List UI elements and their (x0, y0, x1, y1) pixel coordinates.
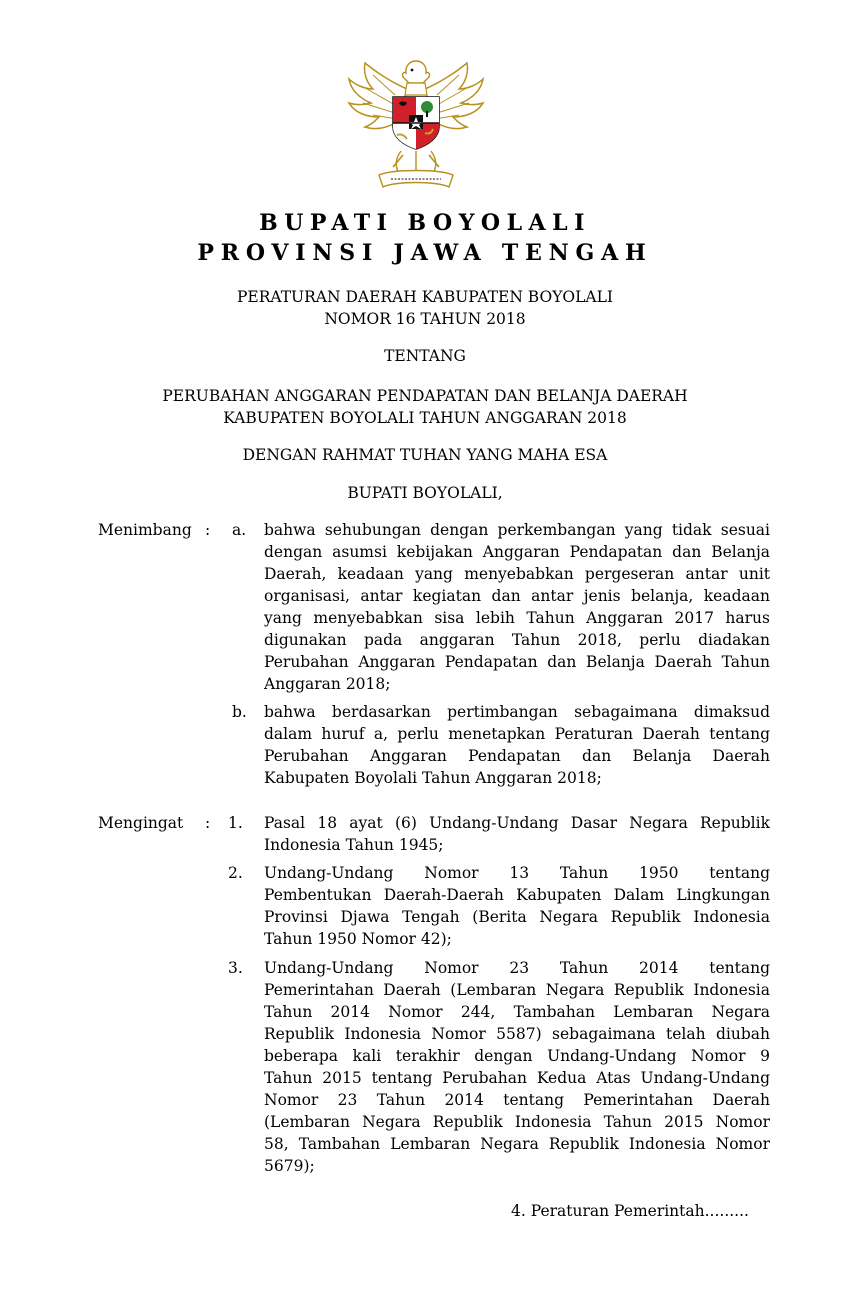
menimbang-item-a (264, 519, 770, 695)
mengingat-item-2 (264, 862, 770, 950)
text-line: Kabupaten Boyolali Tahun Anggaran 2018; (264, 769, 602, 787)
text-line: (Lembaran Negara Republik Indonesia Tahun 2015 Nomor (264, 1113, 770, 1131)
text-line: Republik Indonesia Nomor 5587) sebagaimana telah diubah (264, 1025, 770, 1043)
text-line: bahwa berdasarkan pertimbangan sebagaimana dimaksud (264, 703, 770, 721)
mengingat-item-1 (264, 812, 770, 856)
text-line: dengan asumsi kebijakan Anggaran Pendapatan dan Belanja (264, 543, 770, 561)
text-line: Pasal 18 ayat (6) Undang-Undang Dasar Negara Republik (264, 814, 770, 832)
text-line: Anggaran 2018; (264, 675, 391, 693)
mengingat-colon: : (205, 814, 211, 832)
menimbang-item-marker: a. (232, 521, 247, 539)
mengingat-label: Mengingat (98, 814, 184, 832)
garuda-pancasila-emblem-icon (343, 55, 489, 197)
page-continuation: 4. Peraturan Pemerintah......... (511, 1202, 749, 1220)
mengingat-item-marker: 2. (228, 864, 243, 882)
menimbang-colon: : (205, 521, 211, 539)
header-province-title: PROVINSI JAWA TENGAH (197, 240, 653, 266)
text-line: Undang-Undang Nomor 23 Tahun 2014 tentang (264, 959, 770, 977)
text-line: digunakan pada anggaran Tahun 2018, perlu diadakan (264, 631, 770, 649)
text-line: 5679); (264, 1157, 315, 1175)
text-line: Pemerintahan Daerah (Lembaran Negara Republik Indonesia (264, 981, 770, 999)
text-line: Undang-Undang Nomor 13 Tahun 1950 tentang (264, 864, 770, 882)
text-line: Tahun 2015 tentang Perubahan Kedua Atas Undang-Undang (264, 1069, 770, 1087)
mengingat-item-marker: 3. (228, 959, 243, 977)
menimbang-item-marker: b. (232, 703, 247, 721)
text-line: Perubahan Anggaran Pendapatan dan Belanja Daerah (264, 747, 770, 765)
text-line: bahwa sehubungan dengan perkembangan yang tidak sesuai (264, 521, 770, 539)
mengingat-item-marker: 1. (228, 814, 243, 832)
regulation-number: NOMOR 16 TAHUN 2018 (324, 310, 526, 328)
regulation-about: TENTANG (384, 347, 466, 365)
mengingat-item-3 (264, 957, 770, 1177)
regulation-subject-line-2: KABUPATEN BOYOLALI TAHUN ANGGARAN 2018 (223, 409, 627, 427)
text-line: Tahun 2014 Nomor 244, Tambahan Lembaran Negara (264, 1003, 770, 1021)
text-line: Pembentukan Daerah-Daerah Kabupaten Dalam Lingkungan (264, 886, 770, 904)
text-line: 58, Tambahan Lembaran Negara Republik Indonesia Nomor (264, 1135, 770, 1153)
text-line: organisasi, antar kegiatan dan antar jenis belanja, keadaan (264, 587, 770, 605)
regulation-issuer: BUPATI BOYOLALI, (347, 484, 503, 502)
menimbang-item-b (264, 701, 770, 789)
text-line: Indonesia Tahun 1945; (264, 836, 444, 854)
text-line: Nomor 23 Tahun 2014 tentang Pemerintahan Daerah (264, 1091, 770, 1109)
menimbang-label: Menimbang (98, 521, 192, 539)
text-line: beberapa kali terakhir dengan Undang-Undang Nomor 9 (264, 1047, 770, 1065)
text-line: Perubahan Anggaran Pendapatan dan Belanja Daerah Tahun (264, 653, 770, 671)
text-line: dalam huruf a, perlu menetapkan Peraturan Daerah tentang (264, 725, 770, 743)
text-line: Daerah, keadaan yang menyebabkan pergeseran antar unit (264, 565, 770, 583)
regulation-preamble: DENGAN RAHMAT TUHAN YANG MAHA ESA (242, 446, 608, 464)
text-line: Tahun 1950 Nomor 42); (264, 930, 452, 948)
text-line: Provinsi Djawa Tengah (Berita Negara Republik Indonesia (264, 908, 770, 926)
header-regent-title: BUPATI BOYOLALI (259, 210, 591, 236)
text-line: yang menyebabkan sisa lebih Tahun Anggaran 2017 harus (264, 609, 770, 627)
regulation-title: PERATURAN DAERAH KABUPATEN BOYOLALI (236, 288, 614, 306)
regulation-subject-line-1: PERUBAHAN ANGGARAN PENDAPATAN DAN BELANJA DAERAH (162, 387, 688, 405)
